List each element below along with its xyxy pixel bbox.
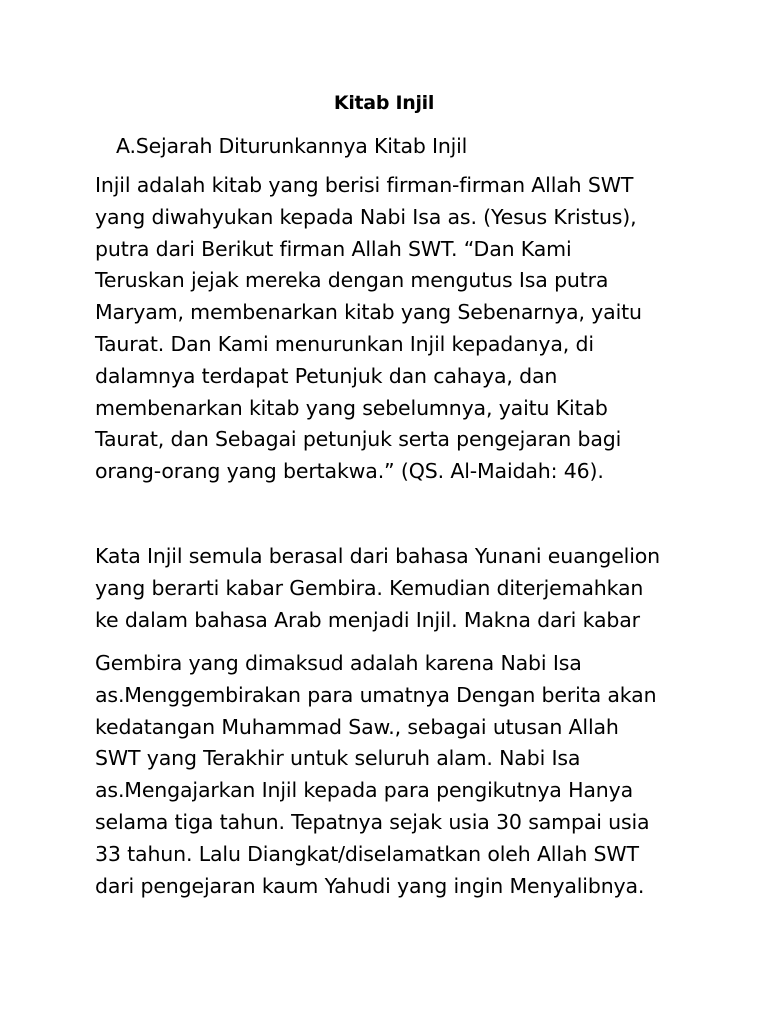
paragraph-line: kedatangan Muhammad Saw., sebagai utusan Allah — [95, 714, 619, 739]
paragraph-line: Injil adalah kitab yang berisi firman-firman Allah SWT — [95, 173, 634, 197]
paragraph-line: putra dari Berikut firman Allah SWT. “Dan Kami — [95, 236, 572, 261]
paragraph-line: Gembira yang dimaksud adalah karena Nabi Isa — [95, 651, 582, 675]
paragraph-line: dalamnya terdapat Petunjuk dan cahaya, dan — [95, 363, 558, 388]
paragraph-line: as.Menggembirakan para umatnya Dengan berita akan — [95, 682, 657, 707]
paragraph-2 — [95, 541, 695, 636]
paragraph-line: orang-orang yang bertakwa.” (QS. Al-Maidah: 46). — [95, 459, 604, 484]
paragraph-line: SWT yang Terakhir untuk seluruh alam. Nabi Isa — [95, 746, 581, 771]
paragraph-line: Kata Injil semula berasal dari bahasa Yunani euangelion — [95, 544, 660, 568]
document-title: Kitab Injil — [333, 92, 435, 114]
paragraph-line: membenarkan kitab yang sebelumnya, yaitu Kitab — [95, 395, 608, 420]
paragraph-line: yang berarti kabar Gembira. Kemudian diterjemahkan — [95, 575, 644, 600]
paragraph-3 — [95, 648, 695, 902]
paragraph-1 — [95, 170, 695, 488]
paragraph-line: selama tiga tahun. Tepatnya sejak usia 30 sampai usia — [95, 809, 650, 834]
paragraph-line: as.Mengajarkan Injil kepada para pengikutnya Hanya — [95, 778, 634, 803]
section-heading: A.Sejarah Diturunkannya Kitab Injil — [116, 134, 468, 158]
paragraph-line: dari pengejaran kaum Yahudi yang ingin Menyalibnya. — [95, 873, 645, 898]
paragraph-line: ke dalam bahasa Arab menjadi Injil. Makna dari kabar — [95, 607, 640, 632]
paragraph-line: Teruskan jejak mereka dengan mengutus Isa putra — [95, 268, 609, 293]
paragraph-line: Taurat, dan Sebagai petunjuk serta pengejaran bagi — [95, 427, 622, 452]
paragraph-line: yang diwahyukan kepada Nabi Isa as. (Yesus Kristus), — [95, 204, 637, 229]
paragraph-line: 33 tahun. Lalu Diangkat/diselamatkan oleh Allah SWT — [95, 841, 639, 866]
paragraph-line: Maryam, membenarkan kitab yang Sebenarnya, yaitu — [95, 300, 642, 325]
paragraph-line: Taurat. Dan Kami menurunkan Injil kepadanya, di — [95, 331, 594, 356]
